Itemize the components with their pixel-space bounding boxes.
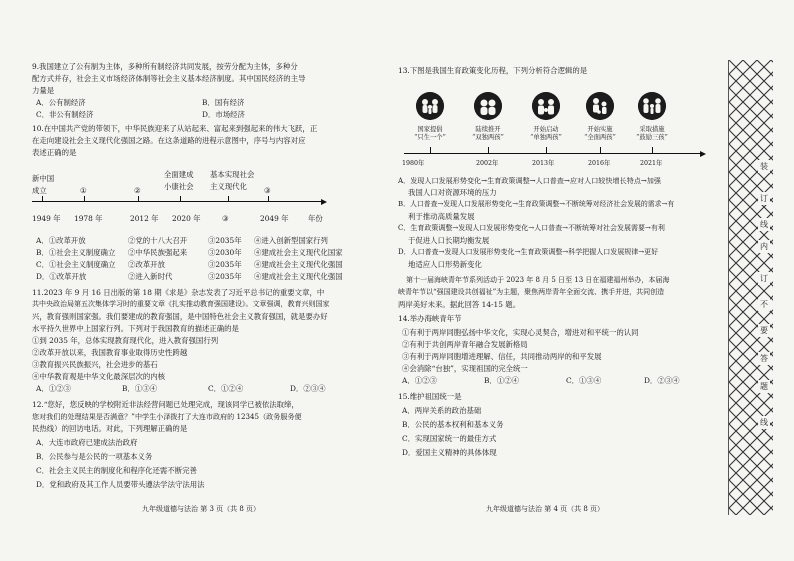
one-child-family-icon <box>416 92 444 120</box>
binding-char: 装 <box>760 162 768 171</box>
q13-stem: 13.下图是我国生育政策变化历程，下列分析符合逻辑的是 <box>398 66 588 75</box>
q11-stem-line4: 水平持久世界中上国家行列。下列对于我国教育的描述正确的是 <box>32 324 239 333</box>
q10-option-a-3: ③2035年 <box>208 236 242 245</box>
stage-2-label-line2: “双独两孩” <box>472 134 504 141</box>
double-only-child-icon <box>474 92 502 120</box>
policy-timeline-tick <box>430 147 431 153</box>
q14-option-a: A．①②③ <box>402 376 437 385</box>
policy-timeline-tick <box>652 147 653 153</box>
q10-stem-line3: 表述正确的是 <box>32 148 77 157</box>
q13-option-d-line1: D．人口普查→发现人口发展形势变化→生育政策调整→科学把握人口发展规律→更好 <box>398 248 659 256</box>
q10-option-c-2: ②改革开放 <box>128 260 165 269</box>
timeline-axis <box>32 201 322 202</box>
timeline-label-c1: ① <box>80 186 87 195</box>
policy-timeline-tick <box>600 147 601 153</box>
q9-option-c: C．非公有制经济 <box>36 110 94 119</box>
q14-option-b: B．①②④ <box>484 376 519 385</box>
timeline-year: ③ <box>222 214 229 223</box>
q12-option-b: B．公民参与是公民的一项基本义务 <box>36 452 153 461</box>
q12-option-d: D．党和政府及其工作人员要带头遵法学法守法用法 <box>36 480 205 489</box>
stage-4-label-line2: “全面两孩” <box>584 134 616 141</box>
timeline-year: 2012 年 <box>130 214 159 223</box>
q11-item-4: ④中华教育观是中华文化最深层次的内核 <box>32 372 166 381</box>
three-child-icon <box>638 92 666 120</box>
intro-line2: 峡青年节以“强国建设共创福祉”为主题，聚焦两岸青年全面交流、携手并进，共同创造 <box>398 288 665 296</box>
q10-option-c-4: ④建成社会主义现代化强国 <box>254 260 343 269</box>
q13-option-c-line1: C．生育政策调整→发现人口发展形势变化→人口普查→不断统筹对社会发展需要→有利 <box>398 224 665 232</box>
q12-option-a: A．大连市政府已建成法治政府 <box>36 438 138 447</box>
q14-stem: 14.举办海峡青年节 <box>398 314 462 323</box>
q15-option-c: C．实现国家统一的最佳方式 <box>402 434 497 443</box>
timeline-tick <box>228 196 229 202</box>
q11-item-3: ③教育振兴民族振兴，社会进步的基石 <box>32 360 158 369</box>
policy-timeline-arrow-icon <box>700 151 706 157</box>
q10-option-b-2: ②中华民族强起来 <box>128 248 188 257</box>
q9-stem-line1: 9.我国建立了公有制为主体，多种所有制经济共同发展，按劳分配为主体，多种分 <box>32 62 298 71</box>
timeline-label-xiaokang2: 小康社会 <box>164 182 194 191</box>
q15-option-d: D．爱国主义精神的具体体现 <box>402 448 497 457</box>
binding-char: 要 <box>760 326 768 335</box>
q9-stem-line2: 配方式并存，社会主义市场经济体制等社会主义基本经济制度。其中国民经济的主导 <box>32 74 306 83</box>
q10-stem-line2: 在走向建设社会主义现代化强国之路。在这条道路的进程示意图中，序号与内容对应 <box>32 136 306 145</box>
q11-stem-line2: 共中央政治局第五次集体学习时的重要文章《扎实推动教育强国建设》。文章强调，教育兴则国家 <box>32 300 330 308</box>
q13-option-b-line1: B．人口普查→发现人口发展形势变化→生育政策调整→不断统筹对经济社会发展的需求→有 <box>398 200 675 208</box>
stage-4-year: 2016年 <box>588 160 611 167</box>
q11-option-c: C．①②④ <box>208 384 244 393</box>
timeline-label-xiaokang1: 全面建成 <box>164 170 194 179</box>
timeline-year: 1949 年 <box>32 214 61 223</box>
q13-option-a-line2: 我国人口对资源环境的压力 <box>408 188 497 197</box>
stage-1-year: 1980年 <box>402 160 425 167</box>
q10-option-b-3: ③2030年 <box>208 248 242 257</box>
timeline-label-c3: ③ <box>264 186 271 195</box>
stage-1-label-line2: “只生一个” <box>414 134 446 141</box>
binding-char: 内 <box>760 242 768 251</box>
q10-option-a-4: ④进入创新型国家行列 <box>254 236 328 245</box>
q10-stem-line1: 10.在中国共产党的带领下，中华民族迎来了从站起来、富起来到强起来的伟大飞跃，正 <box>32 124 318 133</box>
stage-5-label-line2: “鼓励三孩” <box>636 134 668 141</box>
binding-char: 线 <box>760 418 768 427</box>
q10-option-a-1: A．①改革开放 <box>36 236 86 245</box>
stage-3-label-line1: 开始启动 <box>533 126 559 133</box>
q10-option-d-1: D．①改革开放 <box>36 272 87 281</box>
q10-option-d-4: ④建成社会主义现代化强国 <box>254 272 343 281</box>
right-page-footer: 九年级道德与法治 第 4 页（共 8 页） <box>486 505 605 513</box>
q12-stem-line1: 12.“您好，您反映的学校附近非法经营问题已处理完成，现该同学已被依法取缔， <box>32 400 299 409</box>
timeline-year: 2049 年 <box>260 214 289 223</box>
timeline-tick <box>138 196 139 202</box>
q14-item-1: ①有利于两岸同胞弘扬中华文化，实现心灵契合，增进对和平统一的认同 <box>402 328 639 337</box>
stage-4-label-line1: 开始实施 <box>587 126 613 133</box>
q11-item-2: ②改革开放以来，我国教育事业取得历史性跨越 <box>32 348 188 357</box>
q9-option-a: A．公有制经济 <box>36 98 86 107</box>
stage-5-year: 2021年 <box>640 160 663 167</box>
intro-line1: 第十一届海峡青年节系列活动于 2023 年 8 月 5 日至 13 日在福建福州举办，本届海 <box>406 276 670 284</box>
q14-item-4: ④会消除“台独”，实现祖国的完全统一 <box>402 364 528 373</box>
timeline-tick <box>42 196 43 202</box>
timeline-tick <box>180 196 181 202</box>
q11-item-1: ①到 2035 年，总体实现教育现代化，进入教育强国行列 <box>32 336 219 345</box>
q9-option-b: B．国有经济 <box>202 98 245 107</box>
single-only-child-icon <box>532 92 560 120</box>
q10-option-a-2: ②党的十八大召开 <box>128 236 188 245</box>
policy-timeline-tick <box>488 147 489 153</box>
q15-option-b: B．公民的基本权利和基本义务 <box>402 420 504 429</box>
q12-stem-line2: 您对我们的处理结果是否满意？”中学生小泽拨打了大连市政府的 12345（政务服务便 <box>32 412 302 421</box>
q14-option-d: D．②③④ <box>644 376 680 385</box>
q11-option-a: A．①②③ <box>36 384 71 393</box>
q13-option-d-line2: 地适应人口形势新变化 <box>408 260 482 269</box>
q11-option-b: B．①③④ <box>122 384 157 393</box>
timeline-year: 2020 年 <box>172 214 201 223</box>
binding-char: 线 <box>760 220 768 229</box>
stage-1-label-line1: 国家提倡 <box>417 126 443 133</box>
q13-option-b-line2: 利于推动高质量发展 <box>408 212 475 221</box>
q14-option-c: C．①③④ <box>566 376 602 385</box>
timeline-tick <box>268 196 269 202</box>
binding-char: 订 <box>760 274 768 283</box>
q13-option-a-line1: A．发现人口发展形势变化→生育政策调整→人口普查→应对人口较快增长特点→加强 <box>398 176 661 185</box>
q12-option-c: C．社会主义民主的制度化和程序化还需不断完善 <box>36 466 197 475</box>
timeline-label-c2: ② <box>134 186 141 195</box>
q9-stem-line3: 力量是 <box>32 86 55 95</box>
q10-option-d-3: ③2035年 <box>208 272 242 281</box>
timeline-label-newchina: 新中国 <box>32 174 55 183</box>
intro-line3: 两岸美好未来。据此回答 14-15 题。 <box>398 300 521 309</box>
timeline-year: 1978 年 <box>74 214 103 223</box>
q10-option-c-3: ③2035年 <box>208 260 242 269</box>
timeline-year: 年份 <box>308 214 323 223</box>
q9-option-d: D．市场经济 <box>202 110 245 119</box>
binding-char: 订 <box>760 194 768 203</box>
two-child-icon <box>586 92 614 120</box>
binding-char: 不 <box>760 300 768 309</box>
q15-stem: 15.维护祖国统一是 <box>398 392 462 401</box>
q15-option-a: A．两岸关系的政治基础 <box>402 406 482 415</box>
timeline-label-basic2: 主义现代化 <box>210 182 247 191</box>
q10-option-c-1: C．①社会主义制度确立 <box>36 260 116 269</box>
stage-2-year: 2002年 <box>476 160 499 167</box>
left-page-footer: 九年级道德与法治 第 3 页（共 8 页） <box>142 505 261 513</box>
binding-margin <box>728 60 773 515</box>
timeline-tick <box>84 196 85 202</box>
stage-2-label-line1: 陆续推开 <box>475 126 501 133</box>
policy-timeline-tick <box>546 147 547 153</box>
policy-timeline-axis <box>404 153 702 154</box>
stage-3-year: 2013年 <box>532 160 555 167</box>
timeline-arrow-icon <box>321 199 327 205</box>
q14-item-3: ③有利于两岸同胞增进理解、信任，共同推动两岸的和平发展 <box>402 352 602 361</box>
q10-option-d-2: ②进入新时代 <box>128 272 173 281</box>
timeline-label-basic1: 基本实现社会 <box>210 170 255 179</box>
binding-lattice-pattern <box>729 60 773 515</box>
binding-char: 题 <box>760 382 768 391</box>
q12-stem-line3: 民热线）的回访电话。对此，下列理解正确的是 <box>32 424 188 433</box>
timeline-label-founded: 成立 <box>32 186 47 195</box>
q10-option-b-4: ④建成社会主义现代化国家 <box>254 248 343 257</box>
q13-option-c-line2: 于促进人口长期均衡发展 <box>408 236 490 245</box>
stage-3-label-line2: “单独两孩” <box>530 134 562 141</box>
q11-stem-line3: 兴，教育强则国家强。我们要建成的教育强国，是中国特色社会主义教育强国，就是要办好 <box>32 312 328 321</box>
q14-item-2: ②有利于共创两岸青年融合发展新格局 <box>402 340 528 349</box>
q11-stem-line1: 11.2023 年 9 月 16 日出版的第 18 期《求是》杂志发表了习近平总书记的重要文章，中 <box>32 288 325 297</box>
q11-option-d: D．②③④ <box>290 384 326 393</box>
q10-option-b-1: B．①社会主义制度确立 <box>36 248 116 257</box>
binding-char: 答 <box>760 354 768 363</box>
stage-5-label-line1: 采取措施 <box>639 126 665 133</box>
